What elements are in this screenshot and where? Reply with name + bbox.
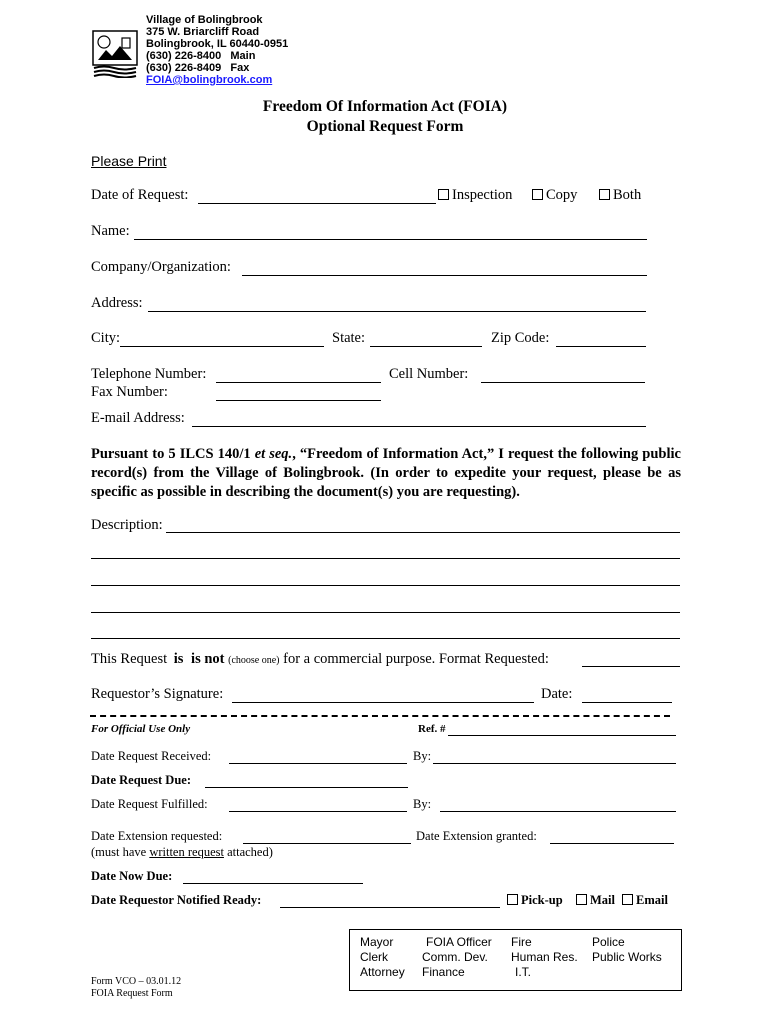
signature-date-field[interactable] bbox=[582, 702, 672, 703]
routing-human-res: Human Res. bbox=[511, 950, 578, 964]
please-print: Please Print bbox=[91, 153, 167, 169]
routing-police: Police bbox=[592, 935, 625, 949]
routing-col-2 bbox=[422, 935, 492, 980]
pickup-label: Pick-up bbox=[521, 893, 563, 907]
name-label: Name: bbox=[91, 223, 130, 239]
date-now-due-label: Date Now Due: bbox=[91, 869, 173, 883]
fax-field[interactable] bbox=[216, 400, 381, 401]
routing-it: I.T. bbox=[515, 965, 532, 979]
routing-attorney: Attorney bbox=[360, 965, 405, 979]
address-label: Address: bbox=[91, 295, 143, 311]
copy-checkbox[interactable] bbox=[532, 189, 543, 200]
email-checkbox[interactable] bbox=[622, 894, 633, 905]
village-logo bbox=[92, 30, 138, 78]
org-name: Village of Bolingbrook bbox=[146, 14, 263, 26]
pickup-option[interactable] bbox=[507, 893, 563, 908]
cell-field[interactable] bbox=[481, 382, 645, 383]
date-now-due-field[interactable] bbox=[183, 883, 363, 884]
description-line-1[interactable] bbox=[166, 532, 680, 533]
routing-col-3 bbox=[511, 935, 578, 980]
commercial-suffix: for a commercial purpose. Format Requested: bbox=[283, 651, 549, 667]
description-line-2[interactable] bbox=[91, 558, 680, 559]
email-option[interactable] bbox=[622, 893, 668, 908]
city-state-zip: Bolingbrook, IL 60440-0951 bbox=[146, 38, 289, 50]
ext-requested-field[interactable] bbox=[243, 843, 411, 844]
description-line-4[interactable] bbox=[91, 612, 680, 613]
zip-field[interactable] bbox=[556, 346, 646, 347]
both-option[interactable] bbox=[599, 187, 641, 204]
description-line-5[interactable] bbox=[91, 638, 680, 639]
form-title: Freedom Of Information Act (FOIA) bbox=[262, 98, 508, 115]
signature-label: Requestor’s Signature: bbox=[91, 686, 224, 702]
street-address: 375 W. Briarcliff Road bbox=[146, 26, 260, 38]
header-address bbox=[146, 14, 288, 86]
date-of-request-field[interactable] bbox=[198, 203, 436, 204]
email-field[interactable] bbox=[192, 426, 646, 427]
email-link[interactable]: FOIA@bolingbrook.com bbox=[146, 74, 273, 86]
written-request-note: (must have written request attached) bbox=[91, 845, 273, 859]
ext-requested-label: Date Extension requested: bbox=[91, 829, 223, 843]
form-name: FOIA Request Form bbox=[91, 988, 173, 999]
commercial-purpose-row bbox=[91, 651, 549, 668]
date-received-field[interactable] bbox=[229, 763, 407, 764]
state-field[interactable] bbox=[370, 346, 482, 347]
ext-granted-field[interactable] bbox=[550, 843, 674, 844]
format-requested-field[interactable] bbox=[582, 666, 680, 667]
date-fulfilled-field[interactable] bbox=[229, 811, 407, 812]
both-label: Both bbox=[613, 187, 642, 203]
routing-public-works: Public Works bbox=[592, 950, 662, 964]
date-received-label: Date Request Received: bbox=[91, 749, 212, 763]
company-field[interactable] bbox=[242, 275, 647, 276]
ext-granted-label: Date Extension granted: bbox=[416, 829, 537, 843]
both-checkbox[interactable] bbox=[599, 189, 610, 200]
zip-label: Zip Code: bbox=[491, 330, 550, 346]
option-is-not[interactable]: is not bbox=[191, 651, 225, 667]
pursuant-paragraph: Pursuant to 5 ILCS 140/1 et seq., “Freedom of Information Act,” I request the following public record(s) from the Village of Bolingbrook. (In order to expedite your request, please be as specific as possible in describing the document(s) you are requesting). bbox=[91, 446, 681, 500]
fulfilled-by-label: By: bbox=[413, 797, 432, 811]
mail-option[interactable] bbox=[576, 893, 615, 908]
option-is[interactable]: is bbox=[173, 651, 184, 667]
received-by-label: By: bbox=[413, 749, 432, 763]
ref-number-field[interactable] bbox=[448, 735, 676, 736]
routing-clerk: Clerk bbox=[360, 950, 389, 964]
inspection-checkbox[interactable] bbox=[438, 189, 449, 200]
routing-foia-officer: FOIA Officer bbox=[426, 935, 492, 949]
mail-checkbox[interactable] bbox=[576, 894, 587, 905]
email-option-label: Email bbox=[636, 893, 668, 907]
notified-ready-label: Date Requestor Notified Ready: bbox=[91, 893, 262, 907]
fulfilled-by-field[interactable] bbox=[440, 811, 676, 812]
routing-mayor: Mayor bbox=[360, 935, 394, 949]
form-subtitle: Optional Request Form bbox=[306, 118, 464, 135]
signature-field[interactable] bbox=[232, 702, 534, 703]
routing-comm-dev: Comm. Dev. bbox=[422, 950, 488, 964]
date-of-request-label: Date of Request: bbox=[91, 187, 189, 203]
routing-col-1 bbox=[360, 935, 405, 980]
mail-label: Mail bbox=[590, 893, 615, 907]
city-label: City: bbox=[91, 330, 121, 346]
copy-option[interactable] bbox=[532, 187, 577, 204]
phone-main: (630) 226-8400 Main bbox=[146, 50, 256, 62]
routing-finance: Finance bbox=[422, 965, 465, 979]
pickup-checkbox[interactable] bbox=[507, 894, 518, 905]
received-by-field[interactable] bbox=[433, 763, 676, 764]
routing-box bbox=[349, 929, 682, 991]
name-field[interactable] bbox=[134, 239, 647, 240]
date-fulfilled-label: Date Request Fulfilled: bbox=[91, 797, 208, 811]
signature-date-label: Date: bbox=[541, 686, 573, 702]
form-footer bbox=[91, 976, 181, 1000]
state-label: State: bbox=[332, 330, 366, 346]
routing-fire: Fire bbox=[511, 935, 532, 949]
form-id: Form VCO – 03.01.12 bbox=[91, 976, 182, 987]
copy-label: Copy bbox=[546, 187, 578, 203]
city-field[interactable] bbox=[120, 346, 324, 347]
phone-fax: (630) 226-8409 Fax bbox=[146, 62, 250, 74]
description-line-3[interactable] bbox=[91, 585, 680, 586]
telephone-label: Telephone Number: bbox=[91, 366, 207, 382]
address-field[interactable] bbox=[148, 311, 646, 312]
date-due-label: Date Request Due: bbox=[91, 773, 191, 787]
description-label: Description: bbox=[91, 517, 163, 533]
notified-ready-field[interactable] bbox=[280, 907, 500, 908]
ref-number-label: Ref. # bbox=[418, 723, 446, 735]
inspection-label: Inspection bbox=[452, 187, 513, 203]
telephone-field[interactable] bbox=[216, 382, 381, 383]
cell-label: Cell Number: bbox=[389, 366, 469, 382]
date-due-field[interactable] bbox=[205, 787, 408, 788]
official-use-heading: For Official Use Only bbox=[91, 723, 191, 735]
email-label: E-mail Address: bbox=[91, 410, 185, 426]
routing-col-4 bbox=[592, 935, 662, 965]
choose-one-note: (choose one) bbox=[228, 655, 280, 666]
commercial-prefix: This Request bbox=[91, 651, 168, 667]
fax-label: Fax Number: bbox=[91, 384, 168, 400]
inspection-option[interactable] bbox=[438, 187, 512, 204]
company-label: Company/Organization: bbox=[91, 259, 231, 275]
official-use-divider bbox=[90, 715, 670, 717]
